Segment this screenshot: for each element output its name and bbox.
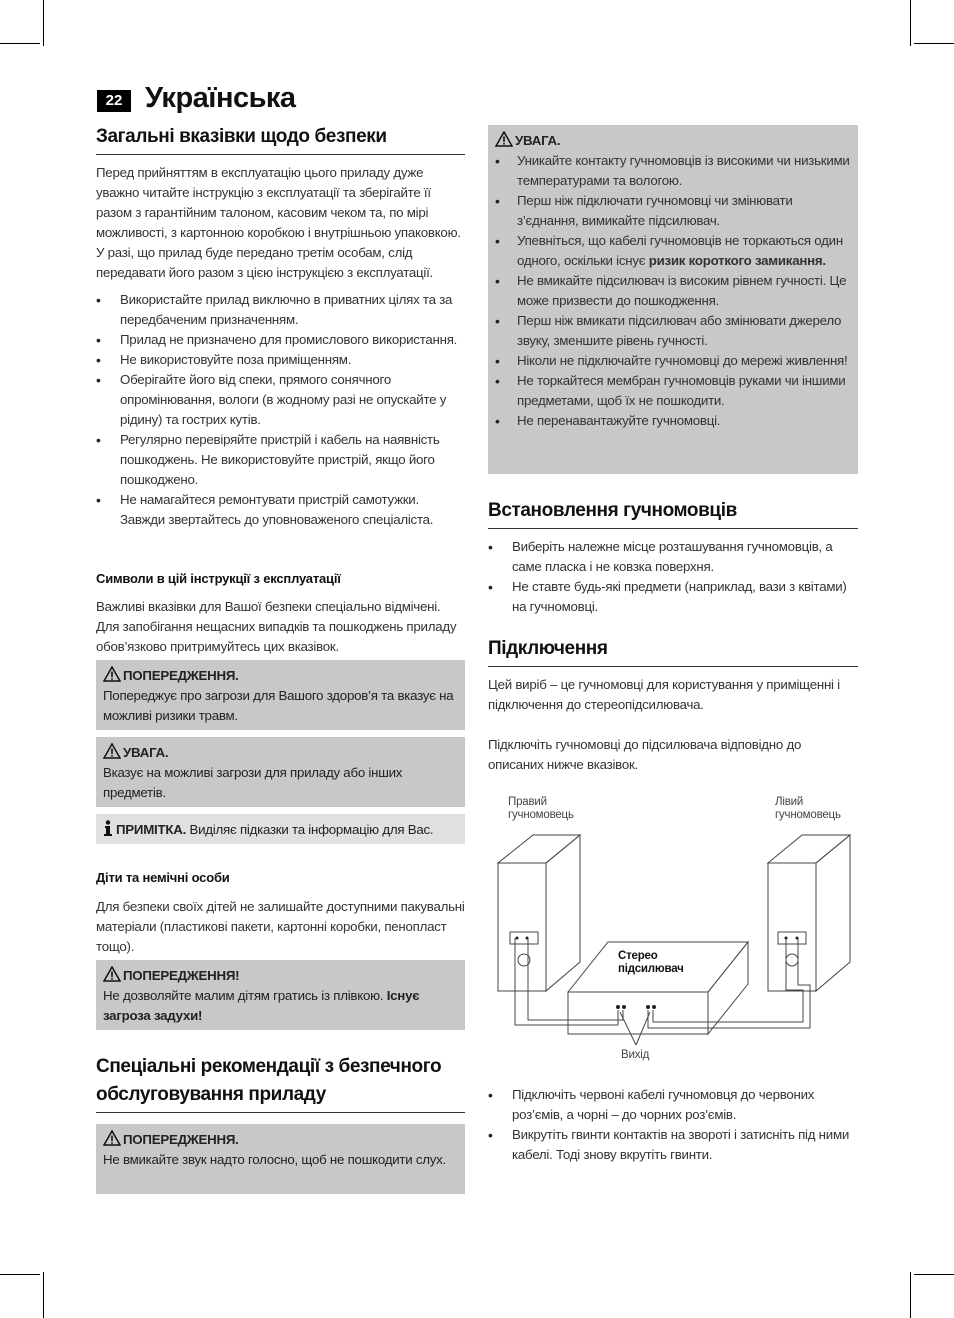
note-box (96, 814, 465, 844)
install-bullets (488, 537, 858, 617)
list-item: • Не вмикайте підсилювач із високим рівнем гучності. Це може призвести до пошкодження. (495, 271, 850, 311)
list-item: • Ніколи не підключайте гучномовці до мережі живлення! (495, 351, 850, 371)
safety-intro: Перед прийняттям в експлуатацію цього приладу дуже уважно читайте інструкцію з експлуатації та зберігайте її разом з гарантійним талоном, касовим чеком та, по мірі можливості, з картонною коробкою і внутрішньою упаковкою. У разі, що прилад буде передано третім особам, слід передавати його разом з цією інструкцією з експлуатації. (96, 165, 461, 280)
list-item: • Перш ніж підключати гучномовці чи змінювати з’єднання, вимикайте підсилювач. (495, 191, 850, 231)
list-item-text: Упевніться, що кабелі гучномовців не торкаються один одного, оскільки існує (517, 233, 843, 268)
symbols-title: Символи в цій інструкції з експлуатації (96, 571, 341, 586)
speaker-left-front (498, 863, 546, 991)
caution-box (96, 737, 465, 807)
label-right-speaker-line1: Правий (508, 796, 547, 808)
crop-mark (0, 43, 40, 44)
list-item-emphasis: ризик короткого замикання. (648, 253, 826, 268)
caution-text: Вказує на можливі загрози для приладу або інших предметів. (103, 765, 403, 800)
warning-label: ПОПЕРЕДЖЕННЯ. (123, 1132, 239, 1147)
list-item: • Підключіть червоні кабелі гучномовця до червоних роз’ємів, а чорні – до чорних роз’ємів. (488, 1085, 858, 1125)
speaker-right-front (768, 863, 816, 991)
warning-text: Попереджує про загрози для Вашого здоров’я та вказує на можливі ризики травм. (103, 688, 454, 723)
caution-label: УВАГА. (123, 745, 169, 760)
speaker-terminal (516, 937, 519, 940)
connect-bullets (488, 1085, 858, 1165)
section-title-safety: Загальні вказівки щодо безпеки (96, 123, 465, 155)
note-text: Виділяє підказки та інформацію для Вас. (189, 822, 434, 837)
cable-right-speaker (515, 938, 618, 1025)
warning-triangle-icon (103, 743, 121, 759)
crop-mark (910, 1272, 911, 1318)
list-item: • Не ставте будь-які предмети (наприклад, вази з квітами) на гучномовці. (488, 577, 858, 617)
label-left-speaker (775, 796, 841, 822)
speaker-right-cone (786, 954, 798, 966)
section-title-special: Спеціальні рекомендації з безпечного обслуговування приладу (96, 1053, 465, 1113)
crop-mark (0, 1274, 40, 1275)
caution-label: УВАГА. (515, 133, 561, 148)
warning-text: Не вмикайте звук надто голосно, щоб не пошкодити слух. (103, 1152, 446, 1167)
section-title-connect: Підключення (488, 635, 858, 667)
list-item: • Не використовуйте поза приміщенням. (96, 350, 465, 370)
warning-label: ПОПЕРЕДЖЕННЯ. (123, 668, 239, 683)
children-title: Діти та немічні особи (96, 870, 230, 885)
label-left-speaker-line2: гучномовець (775, 809, 841, 821)
wiring-diagram (488, 790, 860, 1070)
warning-triangle-icon (103, 966, 121, 982)
list-item: • Виберіть належне місце розташування гучномовців, а саме пласка і не ковзка поверхня. (488, 537, 858, 577)
warning-emphasis: Існує загроза задухи! (103, 988, 420, 1023)
note-label: ПРИМІТКА. (116, 822, 187, 837)
list-item: • Прилад не призначено для промислового використання. (96, 330, 465, 350)
language-title: Українська (145, 82, 296, 114)
speaker-terminal (526, 937, 529, 940)
list-item: • Перш ніж вмикати підсилювач або змінювати джерело звуку, зменшите рівень гучності. (495, 311, 850, 351)
amp-terminal (652, 1005, 656, 1009)
warning-text: Не дозволяйте малим дітям гратись із плівкою. (103, 988, 384, 1003)
amp-terminal (616, 1005, 620, 1009)
symbols-text: Важливі вказівки для Вашої безпеки спеціально відмічені. Для запобігання нещасних випадків та пошкоджень приладу обов’язково притримуйтесь цих вказівок. (96, 599, 457, 654)
crop-mark (914, 43, 954, 44)
list-item: • Оберігайте його від спеки, прямого сонячного опромінювання, вологи (в жодному разі не опускайте у рідину) та гострих кутів. (96, 370, 465, 430)
label-left-speaker-line1: Лівий (775, 796, 804, 808)
speaker-left-terminal (510, 932, 538, 944)
safety-bullets (96, 290, 465, 530)
amp-terminal (646, 1005, 650, 1009)
label-right-speaker-line2: гучномовець (508, 809, 574, 821)
warning-triangle-icon (495, 131, 513, 147)
children-warning-box (96, 960, 465, 1030)
speaker-left-top (498, 835, 580, 863)
speaker-right-terminal (778, 932, 806, 944)
caution-list-box (488, 125, 858, 474)
speaker-right-side (816, 835, 850, 991)
speaker-terminal (796, 937, 799, 940)
list-item: • Використайте прилад виключно в приватних цілях та за передбаченим призначенням. (96, 290, 465, 330)
crop-mark (43, 0, 44, 46)
list-item: • Не намагайтеся ремонтувати пристрій самотужки. Завжди звертайтесь до уповноваженого спеціаліста. (96, 490, 465, 530)
crop-mark (910, 0, 911, 46)
crop-mark (43, 1272, 44, 1318)
section-title-install: Встановлення гучномовців (488, 497, 858, 529)
caution-bullets (495, 151, 850, 431)
label-right-speaker (508, 796, 574, 822)
label-amplifier-line1: Стерео (618, 950, 658, 962)
wiring-diagram-graphic (488, 790, 860, 1070)
cable-right-speaker-2 (528, 938, 623, 1020)
label-output: Вихід (621, 1049, 650, 1061)
connect-text-2: Підключіть гучномовці до підсилювача відповідно до описаних нижче вказівок. (488, 737, 802, 772)
special-warning-box (96, 1124, 465, 1194)
children-text: Для безпеки своїх дітей не залишайте доступними пакувальні матеріали (пластикові пакети, картонні коробки, пенопласт тощо). (96, 899, 465, 954)
list-item: • Викрутіть гвинти контактів на звороті і затисніть під ними кабелі. Тоді знову вкрутіть гвинти. (488, 1125, 858, 1165)
info-icon (103, 820, 113, 836)
label-amplifier-line2: підсилювач (618, 963, 684, 975)
warning-label: ПОПЕРЕДЖЕННЯ! (123, 968, 240, 983)
label-amplifier (618, 950, 684, 976)
warning-box (96, 660, 465, 730)
list-item: • Не торкайтеся мембран гучномовців руками чи іншими предметами, щоб їх не пошкодити. (495, 371, 850, 411)
warning-triangle-icon (103, 1130, 121, 1146)
speaker-left-side (546, 835, 580, 991)
list-item: • Не перенавантажуйте гучномовці. (495, 411, 850, 431)
connect-text-1: Цей виріб – це гучномовці для користування у приміщенні і підключення до стереопідсилювача. (488, 677, 840, 712)
crop-mark (914, 1274, 954, 1275)
warning-triangle-icon (103, 666, 121, 682)
list-item (495, 231, 850, 271)
speaker-right-top (768, 835, 850, 863)
list-item: • Регулярно перевіряйте пристрій і кабель на наявність пошкоджень. Не використовуйте пристрій, якщо його пошкоджено. (96, 430, 465, 490)
speaker-terminal (785, 937, 788, 940)
amp-terminal (622, 1005, 626, 1009)
amplifier-side (708, 942, 748, 1034)
output-pointer (620, 1012, 636, 1045)
list-item: • Уникайте контакту гучномовців із високими чи низькими температурами та вологою. (495, 151, 850, 191)
page-number: 22 (97, 90, 131, 112)
